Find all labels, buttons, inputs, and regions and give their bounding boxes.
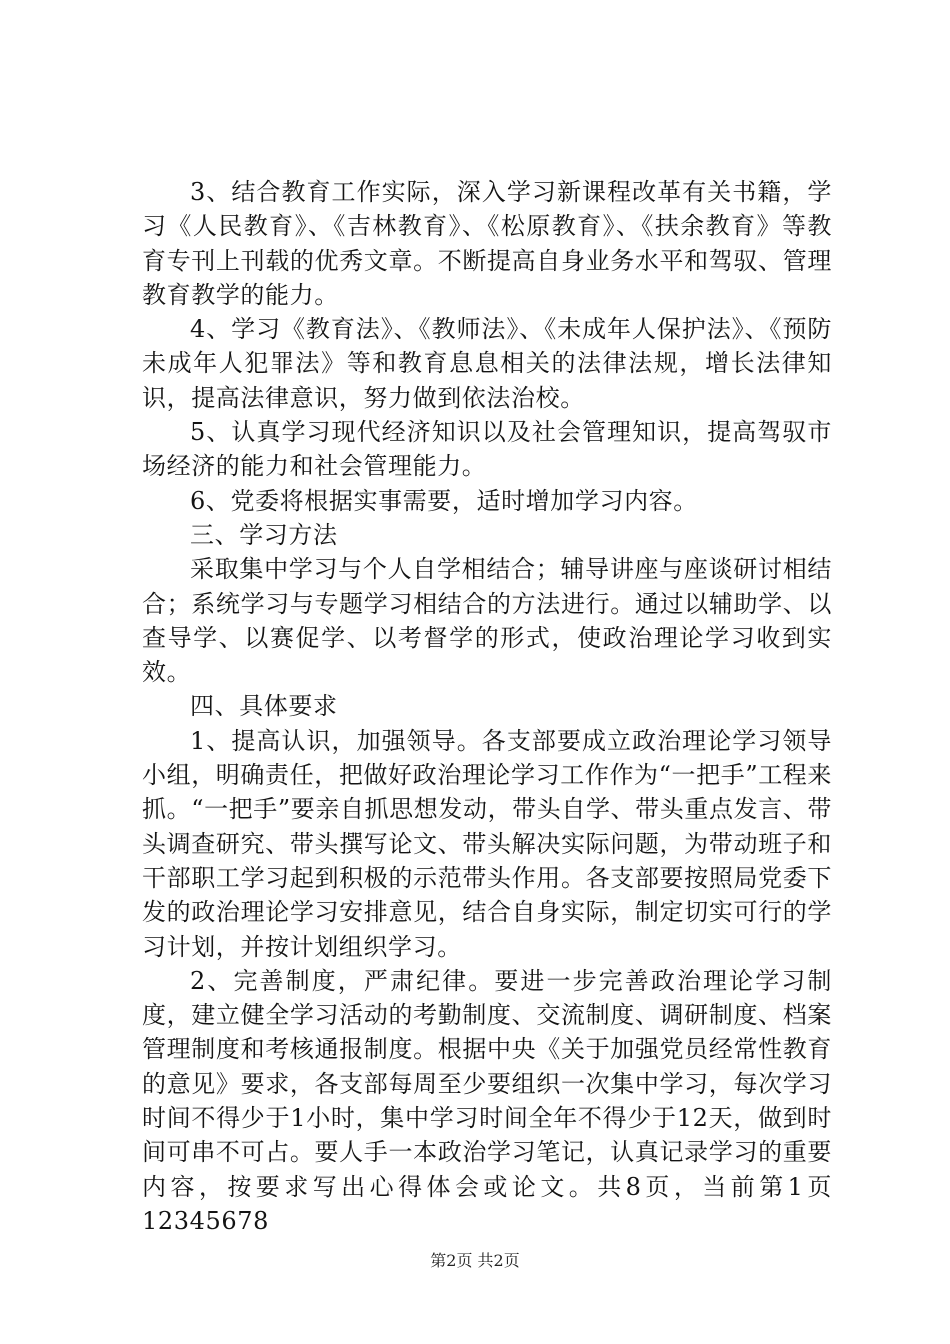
paragraph-item-6: 6、党委将根据实事需要，适时增加学习内容。 [190,486,698,515]
paragraph-requirement-1: 1、提高认识，加强领导。各支部要成立政治理论学习领导小组，明确责任，把做好政治理论学习工作作为“一把手”工程来抓。“一把手”要亲自抓思想发动，带头自学、带头重点发言、带头调查研究、带头撰写论文、带头解决实际问题，为带动班子和干部职工学习起到积极的示范带头作用。各支部要按照局党委下发的政治理论学习安排意见，结合自身实际，制定切实可行的学习计划，并按计划组织学习。 [142,726,832,961]
section-heading-requirements: 四、具体要求 [190,692,338,721]
paragraph-study-method: 采取集中学习与个人自学相结合；辅导讲座与座谈研讨相结合；系统学习与专题学习相结合的方法进行。通过以辅助学、以查导学、以赛促学、以考督学的形式，使政治理论学习收到实效。 [142,555,832,687]
paragraph-requirement-2: 2、完善制度，严肃纪律。要进一步完善政治理论学习制度，建立健全学习活动的考勤制度、交流制度、调研制度、档案管理制度和考核通报制度。根据中央《关于加强党员经常性教育的意见》要求，各支部每周至少要组织一次集中学习，每次学习时间不得少于1小时，集中学习时间全年不得少于12天，做到时间可串不可占。要人手一本政治学习笔记，认真记录学习的重要内容，按要求写出心得体会或论文。共8页，当前第1页12345678 [142,966,832,1235]
paragraph-item-4: 4、学习《教育法》、《教师法》、《未成年人保护法》、《预防未成年人犯罪法》等和教育息息相关的法律法规，增长法律知识，提高法律意识，努力做到依法治校。 [142,315,832,412]
document-body [142,175,832,1238]
section-heading-study-method: 三、学习方法 [190,520,338,549]
page-footer: 第2页 共2页 [430,1251,520,1270]
paragraph-item-5: 5、认真学习现代经济知识以及社会管理知识，提高驾驭市场经济的能力和社会管理能力。 [142,418,832,481]
paragraph-item-3: 3、结合教育工作实际，深入学习新课程改革有关书籍，学习《人民教育》、《吉林教育》、《松原教育》、《扶余教育》等教育专刊上刊载的优秀文章。不断提高自身业务水平和驾驭、管理教育教学的能力。 [142,178,832,309]
